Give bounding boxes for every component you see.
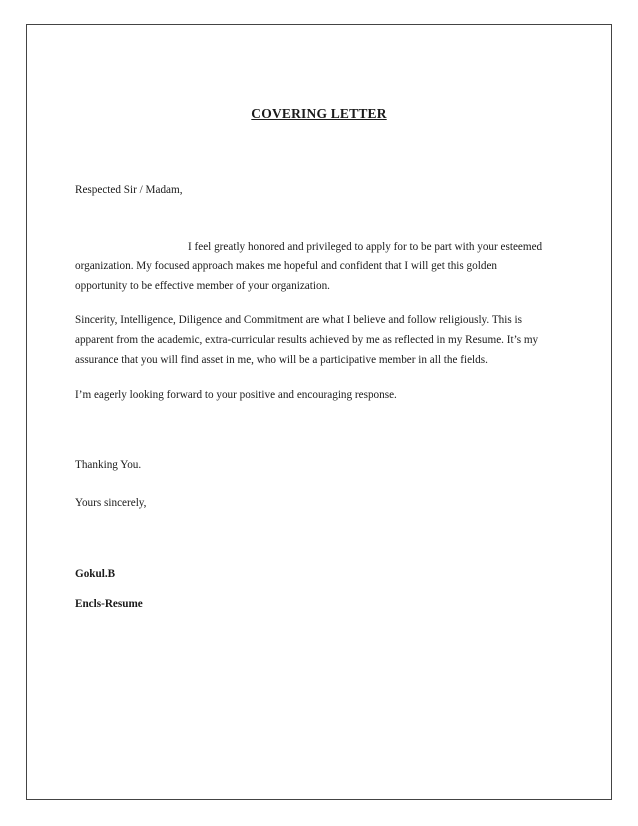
closing-yours-sincerely: Yours sincerely, (75, 497, 147, 509)
enclosure-note: Encls-Resume (75, 598, 143, 610)
letter-title: COVERING LETTER (251, 106, 387, 121)
paragraph2-line2: apparent from the academic, extra-curricular results achieved by me as reflected in my Resume. It’s my (75, 334, 539, 346)
salutation: Respected Sir / Madam, (75, 184, 183, 196)
paragraph2-line3: assurance that you will find asset in me, who will be a participative member in all the fields. (75, 354, 488, 366)
paragraph1-line2: organization. My focused approach makes me hopeful and confident that I will get this golden (75, 260, 498, 272)
paragraph1-line3: opportunity to be effective member of your organization. (75, 280, 330, 292)
paragraph1-line1: I feel greatly honored and privileged to apply for to be part with your esteemed (188, 241, 543, 253)
closing-thanking: Thanking You. (75, 459, 142, 471)
page-border (26, 24, 612, 800)
paragraph2-line1: Sincerity, Intelligence, Diligence and Commitment are what I believe and follow religiously. This is (75, 314, 522, 326)
signature-name: Gokul.B (75, 568, 116, 580)
paragraph3: I’m eagerly looking forward to your positive and encouraging response. (75, 389, 397, 401)
